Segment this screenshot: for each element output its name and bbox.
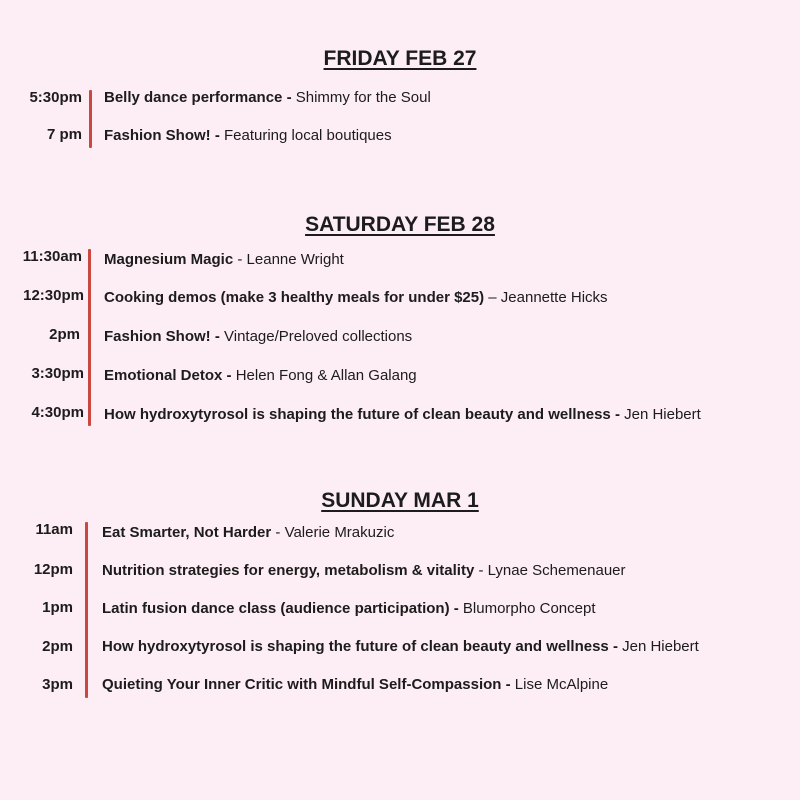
- event-entry: [104, 328, 412, 345]
- event-title: Emotional Detox -: [104, 367, 232, 384]
- event-time: 4:30pm: [31, 404, 84, 421]
- event-entry: [104, 406, 701, 423]
- event-title: Cooking demos (make 3 healthy meals for under $25): [104, 289, 485, 306]
- event-entry: [102, 524, 394, 541]
- event-title: How hydroxytyrosol is shaping the future of clean beauty and wellness -: [102, 638, 618, 655]
- event-title: Latin fusion dance class (audience participation) -: [102, 600, 459, 617]
- day-divider-sunday: [85, 522, 88, 698]
- event-time: 2pm: [42, 638, 73, 655]
- day-heading-friday: FRIDAY FEB 27: [323, 47, 477, 70]
- event-time: 2pm: [49, 326, 80, 343]
- event-title: Nutrition strategies for energy, metabolism & vitality: [102, 562, 475, 579]
- event-detail: Jen Hiebert: [624, 406, 701, 423]
- event-time: 12:30pm: [23, 287, 84, 304]
- event-entry: [104, 251, 344, 268]
- event-detail: Jen Hiebert: [622, 638, 699, 655]
- event-entry: [104, 127, 392, 144]
- event-title: Fashion Show! -: [104, 328, 220, 345]
- event-title: Eat Smarter, Not Harder: [102, 524, 272, 541]
- event-entry: [104, 367, 417, 384]
- event-detail: – Jeannette Hicks: [488, 289, 608, 306]
- event-entry: [102, 638, 699, 655]
- event-title: Belly dance performance -: [104, 89, 292, 106]
- event-time: 11am: [35, 521, 73, 538]
- event-detail: Shimmy for the Soul: [295, 89, 431, 106]
- event-detail: - Lynae Schemenauer: [478, 562, 626, 579]
- day-heading-sunday: SUNDAY MAR 1: [321, 489, 479, 512]
- event-time: 3:30pm: [31, 365, 84, 382]
- event-entry: [104, 89, 431, 106]
- event-entry: [102, 600, 595, 617]
- event-detail: Blumorpho Concept: [462, 600, 596, 617]
- day-divider-friday: [89, 90, 92, 148]
- event-time: 3pm: [42, 676, 73, 693]
- event-detail: Featuring local boutiques: [224, 127, 392, 144]
- event-time: 11:30am: [22, 248, 82, 265]
- event-title: Fashion Show! -: [104, 127, 220, 144]
- event-title: Quieting Your Inner Critic with Mindful Self-Compassion -: [102, 676, 511, 693]
- event-entry: [102, 676, 608, 693]
- event-time: 7 pm: [46, 126, 82, 143]
- event-entry: [104, 289, 608, 306]
- event-time: 1pm: [42, 599, 73, 616]
- event-detail: Helen Fong & Allan Galang: [235, 367, 417, 384]
- event-detail: - Leanne Wright: [237, 251, 344, 268]
- event-time: 12pm: [33, 561, 73, 578]
- event-title: How hydroxytyrosol is shaping the future of clean beauty and wellness -: [104, 406, 620, 423]
- day-divider-saturday: [88, 249, 91, 426]
- event-entry: [102, 562, 626, 579]
- event-detail: Lise McAlpine: [514, 676, 609, 693]
- day-heading-saturday: SATURDAY FEB 28: [305, 213, 495, 236]
- event-time: 5:30pm: [29, 89, 82, 106]
- event-detail: Vintage/Preloved collections: [224, 328, 413, 345]
- event-title: Magnesium Magic: [104, 251, 234, 268]
- event-detail: - Valerie Mrakuzic: [275, 524, 395, 541]
